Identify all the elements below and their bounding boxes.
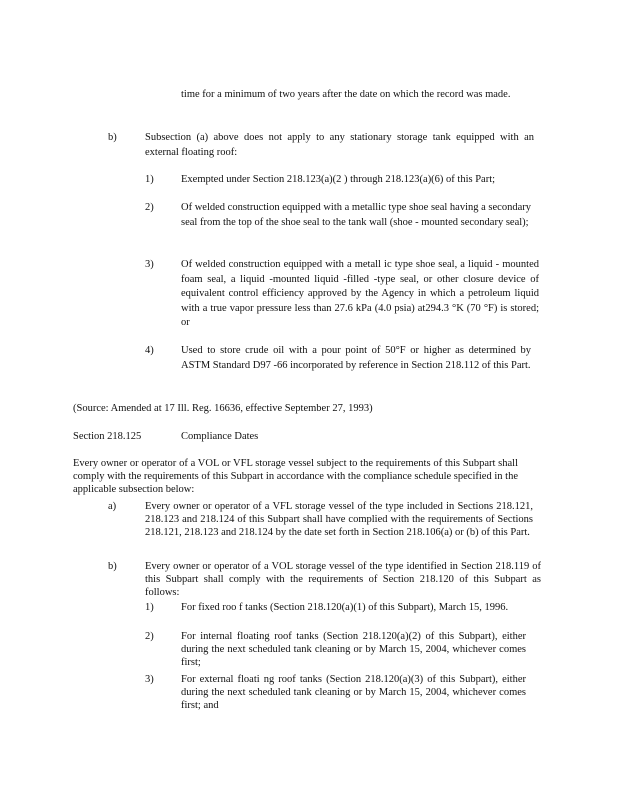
schedule-item-text: For internal floating roof tanks (Section 218.120(a)(2) of this Subpart), either during the next scheduled tank cleaning or by March 15, 2004, whichever comes first;	[181, 631, 526, 668]
exemption-item-text: Of welded construction equipped with a metall ic type shoe seal, a liquid - mounted foam seal, a liquid -mounted liquid -filled -type seal, or other closure device of equivalent control efficiency approved by the Agency in which a petroleum liquid with a true vapor pressure less than 27.6 kPa (4.0 psia) at294.3 °K (70 °F) is stored; or	[181, 259, 539, 329]
subsection-a-label: a)	[108, 501, 117, 512]
subsection-a-text: Every owner or operator of a VFL storage vessel of the type included in Sections 218.121, 218.123 and 218.124 of this Subpart shall have complied with the requirements of Sections 218.121, 218.123 and 218.124 by the date set forth in Section 218.106(a) or (b) of this Part.	[145, 501, 533, 538]
exemption-b-label: b)	[108, 132, 117, 143]
intro-paragraph: Every owner or operator of a VOL or VFL storage vessel subject to the requirements of this Subpart shall comply with the requirements of this Subpart in accordance with the compliance schedule specified in the applicable subsection below:	[73, 458, 518, 495]
exemption-item-text: Used to store crude oil with a pour point of 50°F or higher as determined by ASTM Standard D97 -66 incorporated by reference in Section 218.112 of this Part.	[181, 345, 531, 371]
exemption-item-label: 4)	[145, 345, 154, 356]
section-title: Compliance Dates	[181, 431, 259, 442]
schedule-item-text: For external floati ng roof tanks (Section 218.120(a)(3) of this Subpart), either during the next scheduled tank cleaning or by March 15, 2004, whichever comes first; and	[181, 674, 526, 711]
schedule-item-label: 2)	[145, 631, 154, 642]
continuation-text: time for a minimum of two years after the date on which the record was made.	[181, 89, 511, 100]
schedule-item-label: 1)	[145, 602, 154, 613]
exemption-item-text: Of welded construction equipped with a metallic type shoe seal having a secondary seal from the top of the shoe seal to the tank wall (shoe - mounted secondary seal);	[181, 202, 531, 228]
source-note: (Source: Amended at 17 Ill. Reg. 16636, effective September 27, 1993)	[73, 403, 373, 414]
exemption-item-label: 3)	[145, 259, 154, 270]
schedule-item-label: 3)	[145, 674, 154, 685]
exemption-item-text: Exempted under Section 218.123(a)(2 ) through 218.123(a)(6) of this Part;	[181, 174, 496, 185]
subsection-b-text: Every owner or operator of a VOL storage vessel of the type identified in Section 218.119 of this Subpart shall comply with the requirements of Section 218.120 of this Subpart as follows:	[145, 561, 541, 598]
subsection-b-label: b)	[108, 561, 117, 572]
exemption-item-label: 2)	[145, 202, 154, 213]
exemption-item-label: 1)	[145, 174, 154, 185]
section-number: Section 218.125	[73, 431, 142, 442]
exemption-b-text: Subsection (a) above does not apply to any stationary storage tank equipped with an external floating roof:	[145, 132, 534, 158]
schedule-item-text: For fixed roo f tanks (Section 218.120(a)(1) of this Subpart), March 15, 1996.	[181, 602, 509, 613]
